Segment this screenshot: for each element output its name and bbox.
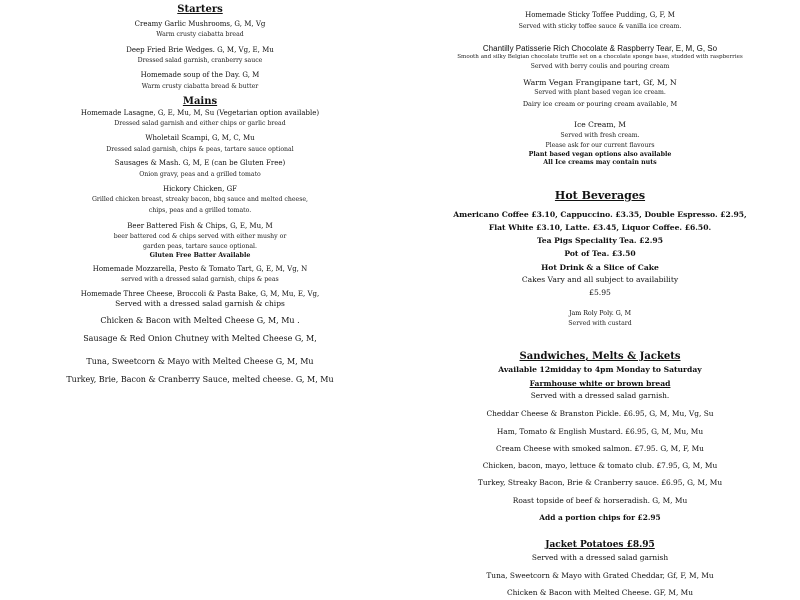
jam-roly-poly-desc: Served with custard — [568, 320, 632, 327]
jam-roly-poly-item: Jam Roly Poly. G, M — [568, 310, 632, 317]
portion-chips-addon: Add a portion chips for £2.95 — [539, 513, 661, 522]
melt-tuna: Tuna, Sweetcorn & Mayo with Melted Cheese G, M, Mu — [86, 357, 314, 366]
sticky-toffee-desc: Served with sticky toffee sauce & vanilla ice cream. — [518, 23, 682, 30]
hot-beverages-heading: Hot Beverages — [554, 189, 646, 202]
brie-wedges-desc: Dressed salad garnish, cranberry sauce — [137, 57, 263, 64]
beverages-line-4: Pot of Tea. £3.50 — [564, 249, 636, 258]
hot-drink-cake-offer: Hot Drink & a Slice of Cake — [541, 263, 659, 272]
scampi-desc: Dressed salad garnish, chips & peas, tartare sauce optional — [106, 146, 294, 153]
soup-item: Homemade soup of the Day. G, M — [140, 71, 260, 79]
ice-cream-desc-1: Served with fresh cream. — [560, 132, 640, 139]
beverages-line-2: Flat White £3.10, Latte. £3.45, Liquor Coffee. £6.50. — [488, 223, 712, 232]
ice-cream-desc-4: All Ice creams may contain nuts — [543, 159, 657, 166]
fish-chips-item: Beer Battered Fish & Chips, G, E, Mu, M — [127, 222, 273, 230]
sandwich-5: Turkey, Streaky Bacon, Brie & Cranberry sauce. £6.95, G, M, Mu — [477, 478, 723, 487]
beverages-line-3: Tea Pigs Speciality Tea. £2.95 — [537, 236, 663, 245]
sausage-mash-desc: Onion gravy, peas and a grilled tomato — [139, 171, 261, 178]
scampi-item: Wholetail Scampi, G, M, C, Mu — [145, 134, 255, 142]
hickory-chicken-desc-1: Grilled chicken breast, streaky bacon, bbq sauce and melted cheese, — [91, 196, 309, 203]
frangipane-desc-2: Dairy ice cream or pouring cream available, M — [522, 100, 678, 108]
sandwich-2: Ham, Tomato & English Mustard. £6.95, G, M, Mu, Mu — [496, 427, 704, 436]
brie-wedges-item: Deep Fried Brie Wedges. G, M, Vg, E, Mu — [126, 46, 274, 54]
sandwich-3: Cream Cheese with smoked salmon. £7.95. G, M, F, Mu — [496, 444, 704, 453]
garlic-mushrooms-desc: Warm crusty ciabatta bread — [156, 31, 244, 38]
farmhouse-bread: Farmhouse white or brown bread — [529, 379, 671, 388]
fish-chips-desc-2: garden peas, tartare sauce optional. — [143, 243, 257, 250]
mains-heading: Mains — [182, 96, 218, 107]
jacket-salad-note: Served with a dressed salad garnish — [531, 553, 669, 562]
jacket-2: Chicken & Bacon with Melted Cheese. GF, M, Mu — [506, 588, 694, 597]
sausage-mash-item: Sausages & Mash. G, M, E (can be Gluten Free) — [114, 159, 286, 167]
sandwiches-salad-note: Served with a dressed salad garnish. — [530, 391, 670, 400]
cakes-vary-note: Cakes Vary and all subject to availability — [521, 275, 679, 284]
sticky-toffee-item: Homemade Sticky Toffee Pudding, G, F, M — [525, 11, 675, 19]
sandwiches-availability: Available 12midday to 4pm Monday to Saturday — [498, 365, 702, 374]
sandwich-4: Chicken, bacon, mayo, lettuce & tomato club. £7.95, G, M, Mu — [482, 461, 718, 470]
lasagne-item: Homemade Lasagne, G, E, Mu, M, Su (Vegetarian option available) — [80, 109, 320, 117]
cake-price: £5.95 — [589, 288, 611, 297]
jacket-1: Tuna, Sweetcorn & Mayo with Grated Cheddar, Gf, F, M, Mu — [486, 571, 714, 580]
frangipane-desc-1: Served with plant based vegan ice cream. — [534, 89, 666, 96]
pasta-bake-item: Homemade Three Cheese, Broccoli & Pasta Bake, G, M, Mu, E, Vg, — [80, 290, 320, 298]
hickory-chicken-item: Hickory Chicken, GF — [162, 185, 238, 193]
frangipane-item: Warm Vegan Frangipane tart, Gf, M, N — [523, 78, 677, 87]
starters-heading: Starters — [177, 4, 223, 15]
jacket-potatoes-heading: Jacket Potatoes £8.95 — [545, 540, 655, 550]
soup-desc: Warm crusty ciabatta bread & butter — [141, 83, 259, 90]
chantilly-item: Chantilly Patisserie Rich Chocolate & Raspberry Tear, E, M, G, So — [482, 44, 718, 53]
pasta-bake-desc: Served with a dressed salad garnish & chips — [115, 299, 285, 308]
mozzarella-tart-item: Homemade Mozzarella, Pesto & Tomato Tart, G, E, M, Vg, N — [92, 265, 308, 273]
sandwiches-heading: Sandwiches, Melts & Jackets — [519, 351, 681, 362]
garlic-mushrooms-item: Creamy Garlic Mushrooms, G, M, Vg — [134, 20, 266, 28]
melt-sausage-onion: Sausage & Red Onion Chutney with Melted Cheese G, M, — [83, 334, 317, 343]
lasagne-desc: Dressed salad garnish and either chips or garlic bread — [114, 120, 286, 127]
fish-chips-gluten-free-note: Gluten Free Batter Available — [149, 252, 251, 259]
beverages-line-1: Americano Coffee £3.10, Cappuccino. £3.35, Double Espresso. £2.95, — [453, 210, 747, 219]
chantilly-desc-1: Smooth and silky Belgian chocolate truffle set on a chocolate sponge base, studded with raspberries — [457, 54, 743, 60]
chantilly-desc-2: Served with berry coulis and pouring cream — [530, 63, 670, 70]
melt-chicken-bacon: Chicken & Bacon with Melted Cheese G, M, Mu . — [100, 316, 300, 325]
ice-cream-desc-3: Plant based vegan options also available — [528, 151, 672, 158]
ice-cream-desc-2: Please ask for our current flavours — [545, 142, 655, 149]
mozzarella-tart-desc: served with a dressed salad garnish, chips & peas — [121, 276, 279, 283]
melt-turkey: Turkey, Brie, Bacon & Cranberry Sauce, melted cheese. G, M, Mu — [66, 375, 334, 384]
sandwich-6: Roast topside of beef & horseradish. G, M, Mu — [512, 496, 688, 505]
fish-chips-desc-1: beer battered cod & chips served with either mushy or — [113, 233, 287, 240]
hickory-chicken-desc-2: chips, peas and a grilled tomato. — [148, 207, 252, 214]
sandwich-1: Cheddar Cheese & Branston Pickle. £6.95, G, M, Mu, Vg, Su — [486, 409, 714, 418]
ice-cream-item: Ice Cream, M — [574, 120, 626, 129]
